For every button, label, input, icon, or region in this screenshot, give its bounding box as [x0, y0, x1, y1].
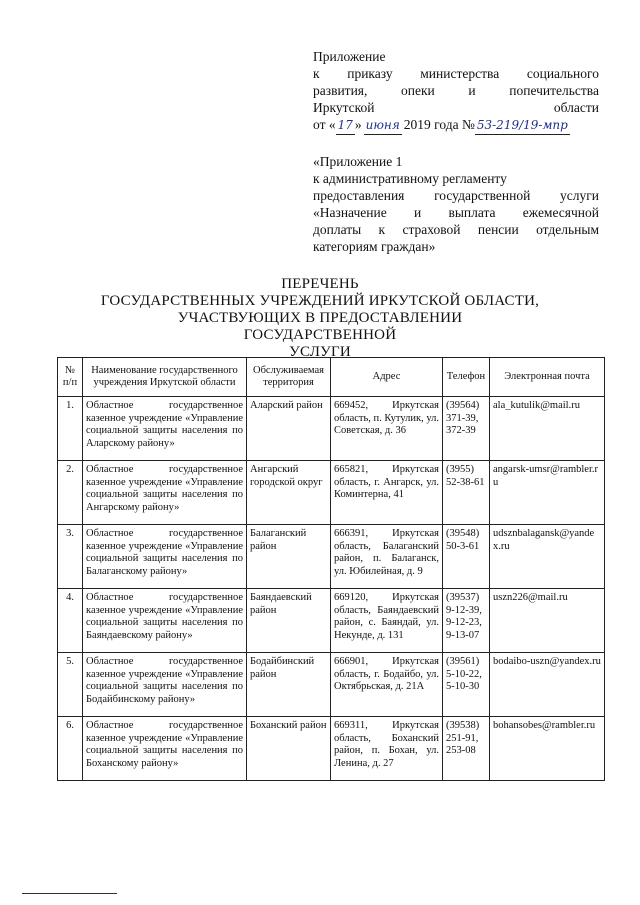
- row-email: ala_kutulik@mail.ru: [490, 397, 605, 461]
- row-email: bohansobes@rambler.ru: [490, 717, 605, 781]
- appendix-block: [313, 48, 599, 135]
- row-num: 1.: [58, 397, 83, 461]
- row-territory: Бодайбинский район: [247, 653, 331, 717]
- regulation-line-4: «Назначение и выплата ежемесячной: [313, 205, 599, 220]
- regulation-line-2: к административному регламенту: [313, 171, 507, 186]
- title-line-3: УЧАСТВУЮЩИХ В ПРЕДОСТАВЛЕНИИ ГОСУДАРСТВЕННОЙ: [177, 310, 463, 343]
- row-name: Областное государственное казенное учреждение «Управление социальной защиты населения по Бодайбинскому району»: [83, 653, 247, 717]
- row-address: 665821, Иркутская область, г. Ангарск, ул. Коминтерна, 41: [331, 461, 443, 525]
- row-territory: Баяндаевский район: [247, 589, 331, 653]
- regulation-line-6: категориям граждан»: [313, 239, 436, 254]
- table-row: [58, 589, 605, 653]
- row-name: Областное государственное казенное учреждение «Управление социальной защиты населения по Балаганскому району»: [83, 525, 247, 589]
- row-num: 4.: [58, 589, 83, 653]
- row-phone: (39564) 371-39, 372-39: [443, 397, 490, 461]
- row-phone: (39538) 251-91, 253-08: [443, 717, 490, 781]
- appendix-line-order: к приказу министерства социального: [313, 66, 599, 81]
- row-address: 666901, Иркутская область, г. Бодайбо, ул. Октябрьская, д. 21А: [331, 653, 443, 717]
- order-day: 17: [336, 117, 355, 135]
- row-phone: (39548) 50-3-61: [443, 525, 490, 589]
- table-row: [58, 461, 605, 525]
- title-line-4: УСЛУГИ: [289, 344, 351, 360]
- row-num: 2.: [58, 461, 83, 525]
- footnote-divider: [22, 893, 117, 894]
- header-email: Электронная почта: [490, 358, 605, 397]
- appendix-line-ministry: развития, опеки и попечительства: [313, 83, 599, 98]
- row-num: 6.: [58, 717, 83, 781]
- regulation-line-3: предоставления государственной услуги: [313, 188, 599, 203]
- title-line-2: ГОСУДАРСТВЕННЫХ УЧРЕЖДЕНИЙ ИРКУТСКОЙ ОБЛАСТИ,: [100, 293, 540, 309]
- order-prefix: от «: [313, 117, 336, 132]
- row-territory: Боханский район: [247, 717, 331, 781]
- institutions-table: [57, 357, 605, 781]
- row-email: angarsk-umsr@rambler.ru: [490, 461, 605, 525]
- row-address: 669120, Иркутская область, Баяндаевский район, с. Баяндай, ул. Некунде, д. 131: [331, 589, 443, 653]
- row-email: bodaibo-uszn@yandex.ru: [490, 653, 605, 717]
- regulation-line-5: доплаты к страховой пенсии отдельным: [313, 222, 599, 237]
- row-address: 666391, Иркутская область, Балаганский район, п. Балаганск, ул. Юбилейная, д. 9: [331, 525, 443, 589]
- row-name: Областное государственное казенное учреждение «Управление социальной защиты населения по Боханскому району»: [83, 717, 247, 781]
- row-name: Областное государственное казенное учреждение «Управление социальной защиты населения по Аларскому району»: [83, 397, 247, 461]
- row-address: 669311, Иркутская область, Боханский район, п. Бохан, ул. Ленина, д. 27: [331, 717, 443, 781]
- order-month: июня: [364, 117, 402, 135]
- header-address: Адрес: [331, 358, 443, 397]
- row-phone: (39537) 9-12-39, 9-12-23, 9-13-07: [443, 589, 490, 653]
- title-line-1: ПЕРЕЧЕНЬ: [281, 276, 359, 292]
- row-territory: Аларский район: [247, 397, 331, 461]
- table-row: [58, 397, 605, 461]
- header-name: Наименование государственного учреждения Иркутской области: [83, 358, 247, 397]
- order-date-line: [313, 116, 599, 135]
- row-name: Областное государственное казенное учреждение «Управление социальной защиты населения по Ангарскому району»: [83, 461, 247, 525]
- row-address: 669452, Иркутская область, п. Кутулик, ул. Советская, д. 36: [331, 397, 443, 461]
- appendix-title: Приложение: [313, 49, 386, 64]
- order-number: 53-219/19-мпр: [475, 117, 570, 135]
- row-email: udsznbalagansk@yandex.ru: [490, 525, 605, 589]
- row-email: uszn226@mail.ru: [490, 589, 605, 653]
- table-header-row: [58, 358, 605, 397]
- row-name: Областное государственное казенное учреждение «Управление социальной защиты населения по Баяндаевскому району»: [83, 589, 247, 653]
- regulation-line-1: «Приложение 1: [313, 154, 403, 169]
- order-quote: »: [354, 117, 362, 132]
- table-row: [58, 653, 605, 717]
- header-num: № п/п: [58, 358, 83, 397]
- header-phone: Телефон: [443, 358, 490, 397]
- row-territory: Ангарский городской округ: [247, 461, 331, 525]
- document-title: [100, 276, 540, 361]
- regulation-block: [313, 153, 599, 255]
- appendix-line-region: Иркутской области: [313, 100, 599, 115]
- table-row: [58, 717, 605, 781]
- row-phone: (3955) 52-38-61: [443, 461, 490, 525]
- row-num: 3.: [58, 525, 83, 589]
- row-num: 5.: [58, 653, 83, 717]
- header-territory: Обслуживаемая территория: [247, 358, 331, 397]
- row-territory: Балаганский район: [247, 525, 331, 589]
- order-year: 2019 года №: [403, 117, 475, 132]
- table-row: [58, 525, 605, 589]
- row-phone: (39561) 5-10-22, 5-10-30: [443, 653, 490, 717]
